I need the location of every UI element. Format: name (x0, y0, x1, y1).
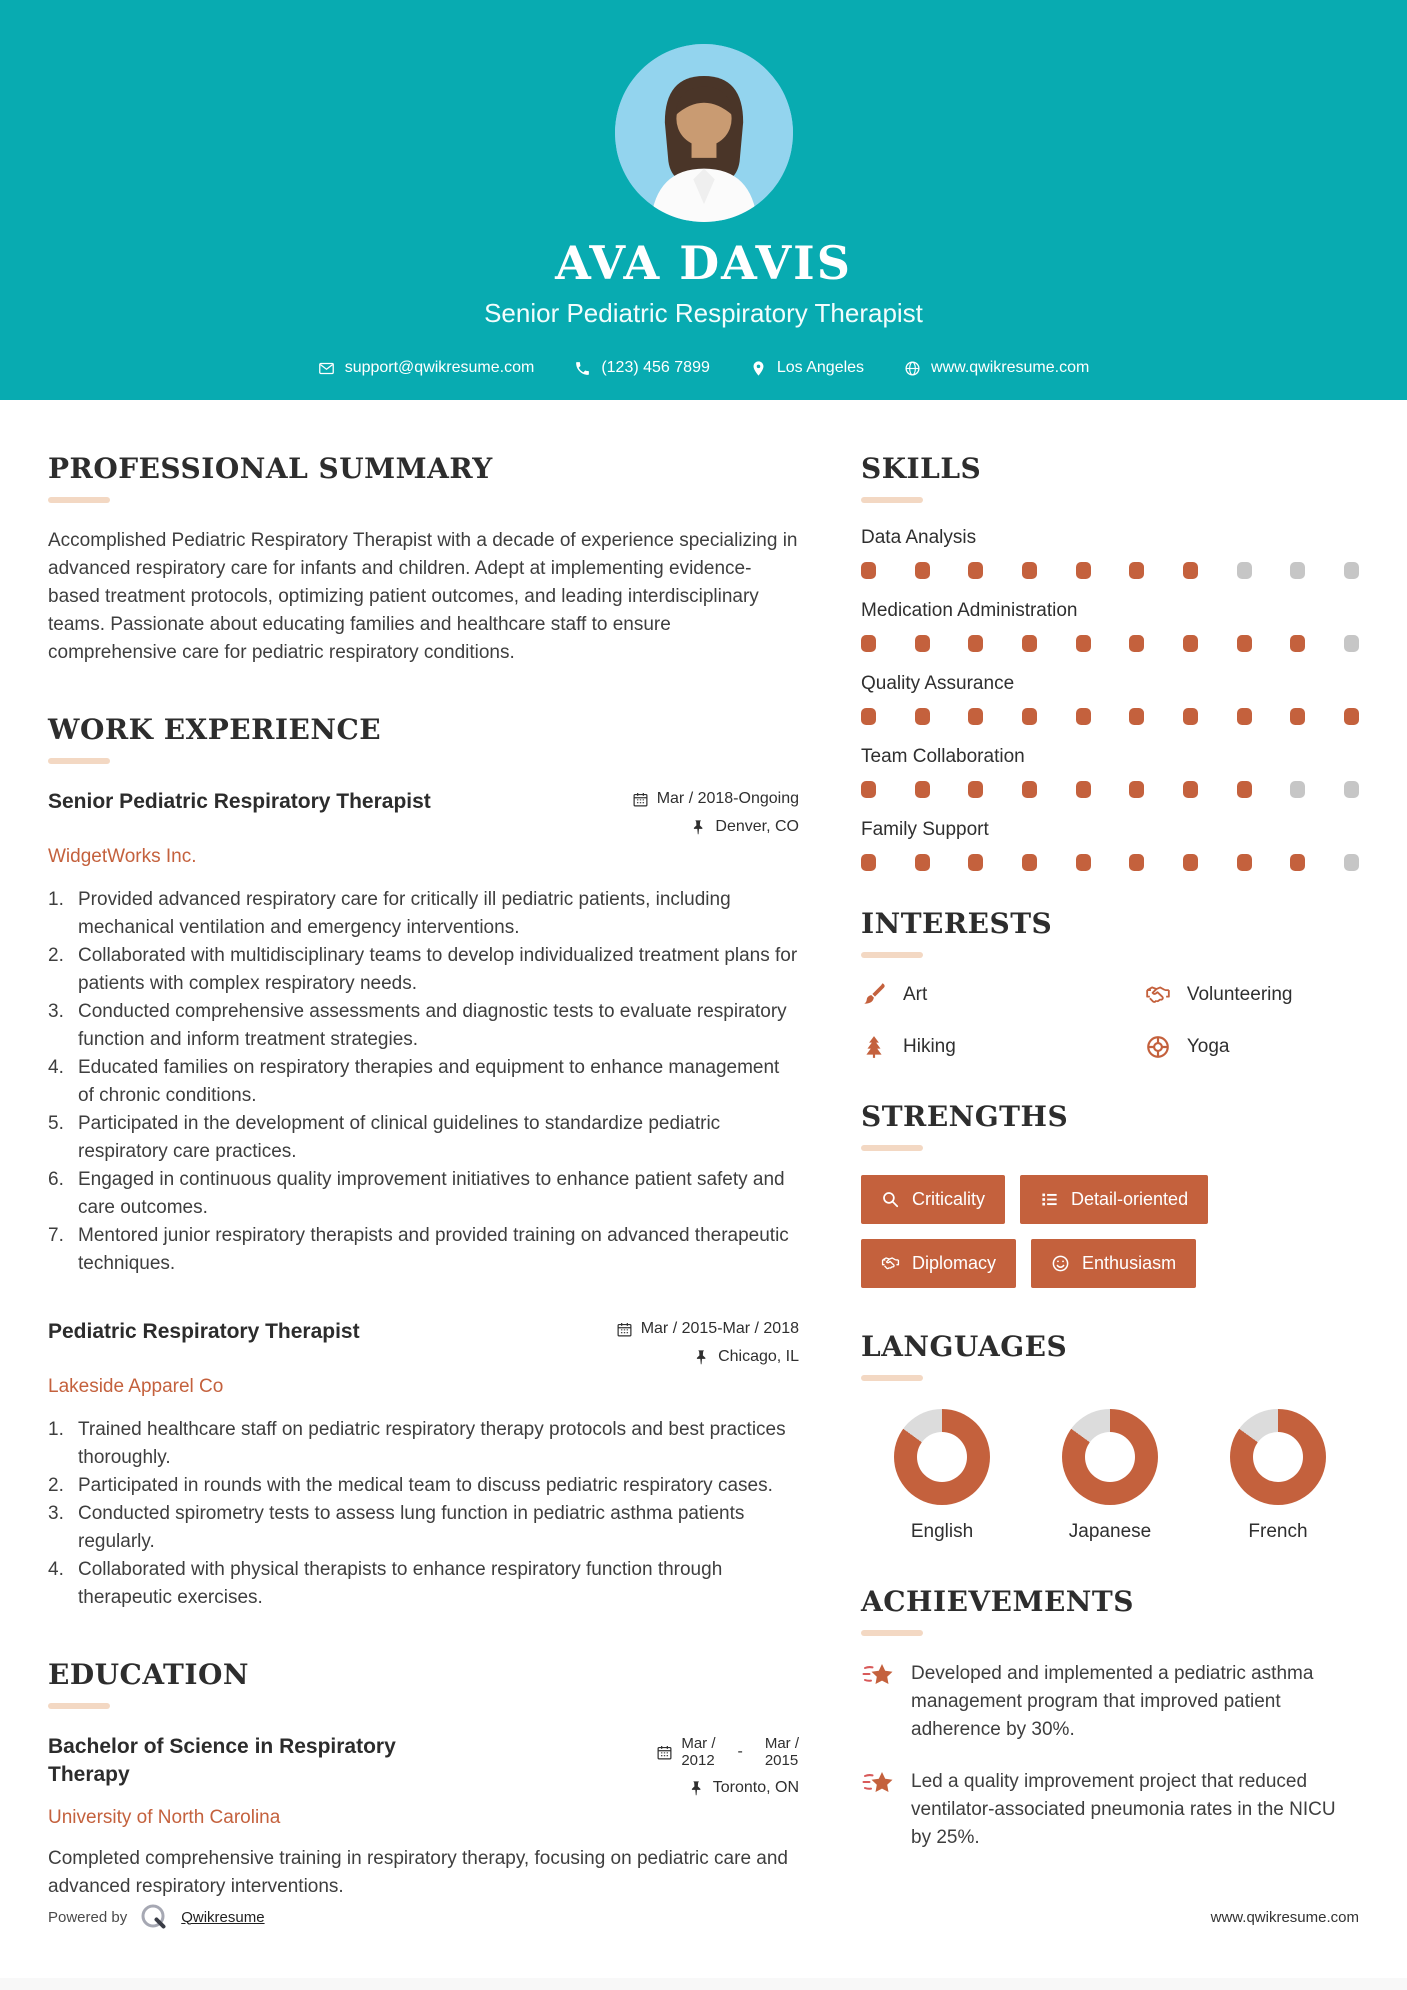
rating-dot-filled (1129, 781, 1144, 798)
right-column (861, 452, 1359, 1947)
rating-dot-filled (861, 562, 876, 579)
rating-dot-filled (1076, 708, 1091, 725)
interests-grid (861, 982, 1359, 1060)
skill-name: Medication Administration (861, 600, 1078, 621)
achievement-item (861, 1660, 1359, 1744)
interests-heading: INTERESTS (861, 907, 1053, 940)
summary-text: Accomplished Pediatric Respiratory Therapist with a decade of experience specializing in advanced respiratory care for infants and children. Adept at implementing evidence-based treatment protocols, optimizing patient outcomes, and leading interdisciplinary teams. Passionate about educating families and healthcare staff to ensure comprehensive care for pediatric respiratory conditions. (48, 530, 798, 663)
rating-dot-filled (1129, 635, 1144, 652)
interest-label: Hiking (903, 1036, 956, 1057)
rating-dot-filled (1129, 562, 1144, 579)
skill-rating-dots (861, 781, 1359, 798)
skill-rating-dots (861, 708, 1359, 725)
achievement-text: Developed and implemented a pediatric asthma management program that improved patient adherence by 30%. (911, 1663, 1314, 1740)
rating-dot-filled (1237, 635, 1252, 652)
rating-dot-filled (1076, 854, 1091, 871)
rating-dot-filled (968, 781, 983, 798)
contact-phone[interactable] (574, 359, 710, 377)
rating-dot-empty (1290, 781, 1305, 798)
strength-label: Detail-oriented (1071, 1189, 1189, 1209)
heading-underline (48, 1703, 110, 1709)
section-skills (861, 452, 1359, 871)
calendar-icon (656, 1744, 673, 1761)
rating-dot-empty (1290, 562, 1305, 579)
job-title: Pediatric Respiratory Therapist (48, 1320, 360, 1343)
strength-tag (1020, 1175, 1208, 1224)
job-bullet: Provided advanced respiratory care for critically ill pediatric patients, including mechanical ventilation and emergency interventions. (78, 889, 731, 938)
section-professional-summary (48, 452, 799, 667)
interest-item (1145, 982, 1359, 1008)
rating-dot-filled (861, 708, 876, 725)
section-education (48, 1658, 799, 1901)
job-bullet: Educated families on respiratory therapies and equipment to enhance management of chronic conditions. (78, 1057, 780, 1106)
skill-name: Quality Assurance (861, 673, 1015, 694)
achievements-heading: ACHIEVEMENTS (861, 1585, 1134, 1618)
paintbrush-icon (861, 982, 887, 1008)
rating-dot-filled (1129, 708, 1144, 725)
section-work-experience (48, 713, 799, 1612)
rating-dot-empty (1344, 781, 1359, 798)
powered-by-label: Powered by (48, 1908, 128, 1926)
rating-dot-filled (1022, 635, 1037, 652)
skill-name: Family Support (861, 819, 989, 840)
smiley-icon (1051, 1254, 1070, 1273)
rating-dot-filled (1022, 854, 1037, 871)
education-dates: Mar / 2012 - Mar / 2015 (656, 1735, 799, 1769)
pushpin-icon (688, 1780, 705, 1797)
strength-label: Enthusiasm (1082, 1253, 1177, 1273)
heading-underline (861, 1145, 923, 1151)
skill-item (861, 527, 1359, 579)
skill-item (861, 746, 1359, 798)
rating-dot-filled (915, 562, 930, 579)
heading-underline (861, 1375, 923, 1381)
qwikresume-logo-icon (139, 1902, 169, 1932)
contact-website-text: www.qwikresume.com (931, 359, 1090, 376)
globe-icon (904, 360, 921, 377)
skills-list (861, 527, 1359, 871)
skill-rating-dots (861, 562, 1359, 579)
rating-dot-filled (1076, 781, 1091, 798)
rating-dot-filled (1183, 635, 1198, 652)
job-bullet: Trained healthcare staff on pediatric respiratory therapy protocols and best practices thoroughly. (78, 1419, 786, 1468)
contact-phone-text: (123) 456 7899 (601, 359, 710, 376)
company-name: WidgetWorks Inc. (48, 846, 197, 867)
calendar-icon (616, 1321, 633, 1338)
job-dates: Mar / 2015-Mar / 2018 (616, 1320, 799, 1338)
person-name: AVA DAVIS (555, 236, 852, 290)
skill-item (861, 673, 1359, 725)
rating-dot-empty (1344, 562, 1359, 579)
pushpin-icon (690, 819, 707, 836)
achievements-list (861, 1660, 1359, 1852)
job-bullet: Mentored junior respiratory therapists and provided training on advanced therapeutic techniques. (78, 1225, 789, 1274)
strength-label: Criticality (912, 1189, 986, 1209)
section-strengths (861, 1100, 1359, 1288)
content-columns (0, 400, 1407, 1947)
skill-item (861, 819, 1359, 871)
handshake-icon (881, 1254, 900, 1273)
rating-dot-filled (861, 635, 876, 652)
achievement-item (861, 1768, 1359, 1852)
strength-tag (861, 1175, 1005, 1224)
job-bullet: Collaborated with physical therapists to enhance respiratory function through therapeutic exercises. (78, 1559, 723, 1608)
rating-dot-filled (915, 854, 930, 871)
job-bullet: Participated in rounds with the medical team to discuss pediatric respiratory cases. (78, 1475, 773, 1496)
contact-location-text: Los Angeles (776, 359, 865, 376)
contact-website[interactable] (904, 359, 1089, 377)
rating-dot-empty (1237, 562, 1252, 579)
email-icon (318, 360, 335, 377)
rating-dot-filled (1022, 781, 1037, 798)
job-bullet: Participated in the development of clinical guidelines to standardize pediatric respiratory care practices. (78, 1113, 721, 1162)
search-icon (881, 1190, 900, 1209)
rating-dot-filled (861, 854, 876, 871)
rating-dot-filled (968, 635, 983, 652)
job-bullet-list (48, 886, 799, 1278)
heading-underline (48, 758, 110, 764)
rating-dot-filled (1022, 708, 1037, 725)
contact-location (750, 359, 864, 377)
rating-dot-filled (1183, 854, 1198, 871)
education-location: Toronto, ON (688, 1779, 799, 1797)
rating-dot-filled (1237, 781, 1252, 798)
interest-label: Art (903, 984, 928, 1005)
bottom-strip (0, 1978, 1407, 1990)
language-donut-chart (1230, 1409, 1326, 1505)
contact-email-text: support@qwikresume.com (344, 359, 535, 376)
contact-email[interactable] (318, 359, 535, 377)
language-item (867, 1409, 1017, 1543)
heading-underline (861, 1630, 923, 1636)
rating-dot-filled (915, 781, 930, 798)
rating-dot-filled (1344, 708, 1359, 725)
rating-dot-empty (1344, 854, 1359, 871)
language-label: Japanese (1068, 1521, 1152, 1542)
education-description: Completed comprehensive training in respiratory therapy, focusing on pediatric care and advanced respiratory interventions. (48, 1848, 788, 1897)
skill-name: Data Analysis (861, 527, 977, 548)
summary-heading: PROFESSIONAL SUMMARY (48, 452, 493, 485)
left-column (48, 452, 799, 1947)
interest-item (861, 982, 1145, 1008)
rating-dot-filled (1129, 854, 1144, 871)
section-achievements (861, 1585, 1359, 1852)
job-bullet-list (48, 1416, 799, 1612)
language-donut-chart (1062, 1409, 1158, 1505)
rating-dot-filled (915, 635, 930, 652)
rating-dot-filled (1290, 854, 1305, 871)
language-donut-chart (894, 1409, 990, 1505)
footer-website[interactable]: www.qwikresume.com (1210, 1908, 1359, 1926)
heading-underline (48, 497, 110, 503)
skill-name: Team Collaboration (861, 746, 1025, 767)
heading-underline (861, 952, 923, 958)
heading-underline (861, 497, 923, 503)
qwikresume-link[interactable]: Qwikresume (181, 1908, 265, 1926)
strength-label: Diplomacy (912, 1253, 997, 1273)
phone-icon (574, 360, 591, 377)
location-pin-icon (750, 360, 767, 377)
language-label: French (1248, 1521, 1308, 1542)
skill-item (861, 600, 1359, 652)
achievement-text: Led a quality improvement project that reduced ventilator-associated pneumonia rates in the NICU by 25%. (911, 1771, 1336, 1848)
star-burst-icon (861, 1660, 895, 1694)
rating-dot-filled (1290, 708, 1305, 725)
calendar-icon (632, 791, 649, 808)
work-heading: WORK EXPERIENCE (48, 713, 382, 746)
rating-dot-filled (1183, 562, 1198, 579)
profile-photo-illustration (615, 44, 793, 222)
degree-title: Bachelor of Science in Respiratory Therapy (48, 1735, 396, 1786)
rating-dot-filled (968, 562, 983, 579)
job-title: Senior Pediatric Respiratory Therapist (48, 790, 431, 813)
rating-dot-filled (1022, 562, 1037, 579)
job-location: Chicago, IL (693, 1348, 799, 1366)
education-heading: EDUCATION (48, 1658, 249, 1691)
job-bullet: Conducted comprehensive assessments and diagnostic tests to evaluate respiratory function and inform treatment strategies. (78, 1001, 787, 1050)
rating-dot-filled (1183, 781, 1198, 798)
section-interests (861, 907, 1359, 1060)
tree-icon (861, 1034, 887, 1060)
skills-heading: SKILLS (861, 452, 982, 485)
person-job-title: Senior Pediatric Respiratory Therapist (484, 298, 923, 328)
rating-dot-filled (1290, 635, 1305, 652)
rating-dot-empty (1344, 635, 1359, 652)
rating-dot-filled (968, 708, 983, 725)
footer (0, 1902, 1407, 1932)
rating-dot-filled (1076, 635, 1091, 652)
job-bullet: Conducted spirometry tests to assess lung function in pediatric asthma patients regularly. (78, 1503, 745, 1552)
interest-item (1145, 1034, 1359, 1060)
lifebuoy-icon (1145, 1034, 1171, 1060)
section-languages (861, 1330, 1359, 1543)
rating-dot-filled (861, 781, 876, 798)
rating-dot-filled (1237, 854, 1252, 871)
strengths-heading: STRENGTHS (861, 1100, 1069, 1133)
interest-label: Yoga (1186, 1036, 1230, 1057)
rating-dot-filled (915, 708, 930, 725)
job-entry (48, 788, 799, 1278)
skill-rating-dots (861, 854, 1359, 871)
job-bullet: Collaborated with multidisciplinary teams to develop individualized treatment plans for patients with complex respiratory needs. (78, 945, 798, 994)
strengths-list (861, 1175, 1359, 1288)
job-location: Denver, CO (690, 818, 799, 836)
header-banner (0, 0, 1407, 400)
language-item (1035, 1409, 1185, 1543)
school-name: University of North Carolina (48, 1807, 281, 1828)
list-icon (1040, 1190, 1059, 1209)
job-entry (48, 1318, 799, 1612)
job-bullet: Engaged in continuous quality improvement initiatives to enhance patient safety and care outcomes. (78, 1169, 785, 1218)
profile-photo (615, 44, 793, 222)
rating-dot-filled (968, 854, 983, 871)
contact-row (0, 359, 1407, 377)
job-dates: Mar / 2018-Ongoing (632, 790, 799, 808)
language-item (1203, 1409, 1353, 1543)
star-burst-icon (861, 1768, 895, 1802)
interest-label: Volunteering (1186, 984, 1293, 1005)
languages-list (861, 1405, 1359, 1543)
rating-dot-filled (1237, 708, 1252, 725)
language-label: English (910, 1521, 974, 1542)
company-name: Lakeside Apparel Co (48, 1376, 224, 1397)
pushpin-icon (693, 1349, 710, 1366)
strength-tag (1031, 1239, 1196, 1288)
strength-tag (861, 1239, 1016, 1288)
skill-rating-dots (861, 635, 1359, 652)
handshake-icon (1145, 982, 1171, 1008)
rating-dot-filled (1076, 562, 1091, 579)
interest-item (861, 1034, 1145, 1060)
languages-heading: LANGUAGES (861, 1330, 1068, 1363)
rating-dot-filled (1183, 708, 1198, 725)
